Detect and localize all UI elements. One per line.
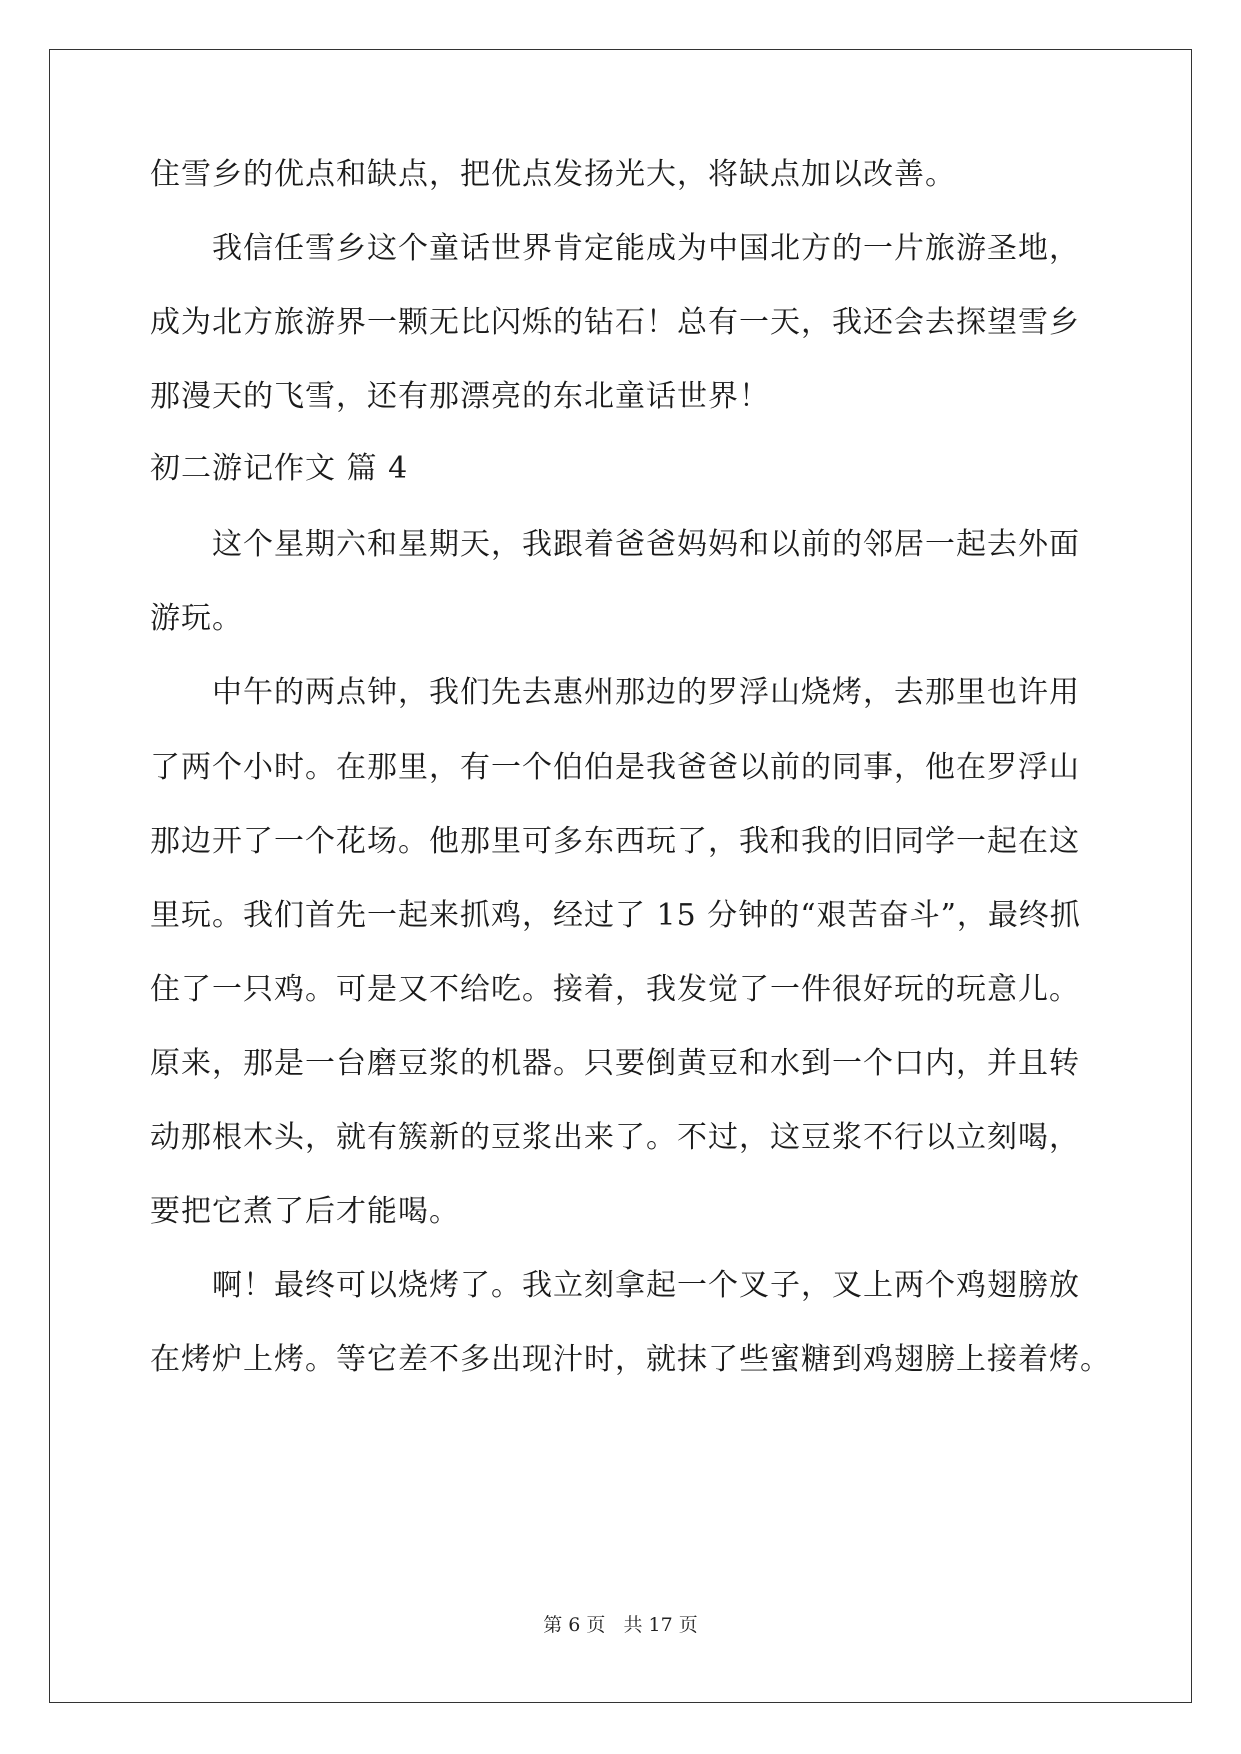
section-heading: 初二游记作文 篇 4: [150, 451, 409, 486]
text-line: 里玩。我们首先一起来抓鸡，经过了 15 分钟的“艰苦奋斗”，最终抓: [150, 898, 1081, 933]
page-footer: [0, 1613, 1241, 1637]
text-line: 要把它煮了后才能喝。: [150, 1194, 460, 1229]
text-line: 了两个小时。在那里，有一个伯伯是我爸爸以前的同事，他在罗浮山: [150, 750, 1080, 785]
text-line: 原来，那是一台磨豆浆的机器。只要倒黄豆和水到一个口内，并且转: [150, 1046, 1080, 1081]
text-line: 我信任雪乡这个童话世界肯定能成为中国北方的一片旅游圣地，: [150, 231, 1080, 266]
text-line: 那边开了一个花场。他那里可多东西玩了，我和我的旧同学一起在这: [150, 824, 1080, 859]
text-line: 这个星期六和星期天，我跟着爸爸妈妈和以前的邻居一起去外面: [150, 527, 1080, 562]
page-number: 第 6 页: [543, 1614, 606, 1636]
page-border: [49, 49, 1192, 1703]
text-line: 中午的两点钟，我们先去惠州那边的罗浮山烧烤，去那里也许用: [150, 675, 1080, 710]
page-total: 共 17 页: [623, 1614, 698, 1636]
text-line: 游玩。: [150, 601, 243, 636]
text-line: 住雪乡的优点和缺点，把优点发扬光大，将缺点加以改善。: [150, 157, 956, 192]
text-line: 啊！最终可以烧烤了。我立刻拿起一个叉子，叉上两个鸡翅膀放: [150, 1268, 1080, 1303]
text-line: 住了一只鸡。可是又不给吃。接着，我发觉了一件很好玩的玩意儿。: [150, 972, 1080, 1007]
text-line: 成为北方旅游界一颗无比闪烁的钻石！总有一天，我还会去探望雪乡: [150, 305, 1080, 340]
text-line: 在烤炉上烤。等它差不多出现汁时，就抹了些蜜糖到鸡翅膀上接着烤。: [150, 1342, 1111, 1377]
text-line: 动那根木头，就有簇新的豆浆出来了。不过，这豆浆不行以立刻喝，: [150, 1120, 1080, 1155]
text-line: 那漫天的飞雪，还有那漂亮的东北童话世界！: [150, 379, 770, 414]
